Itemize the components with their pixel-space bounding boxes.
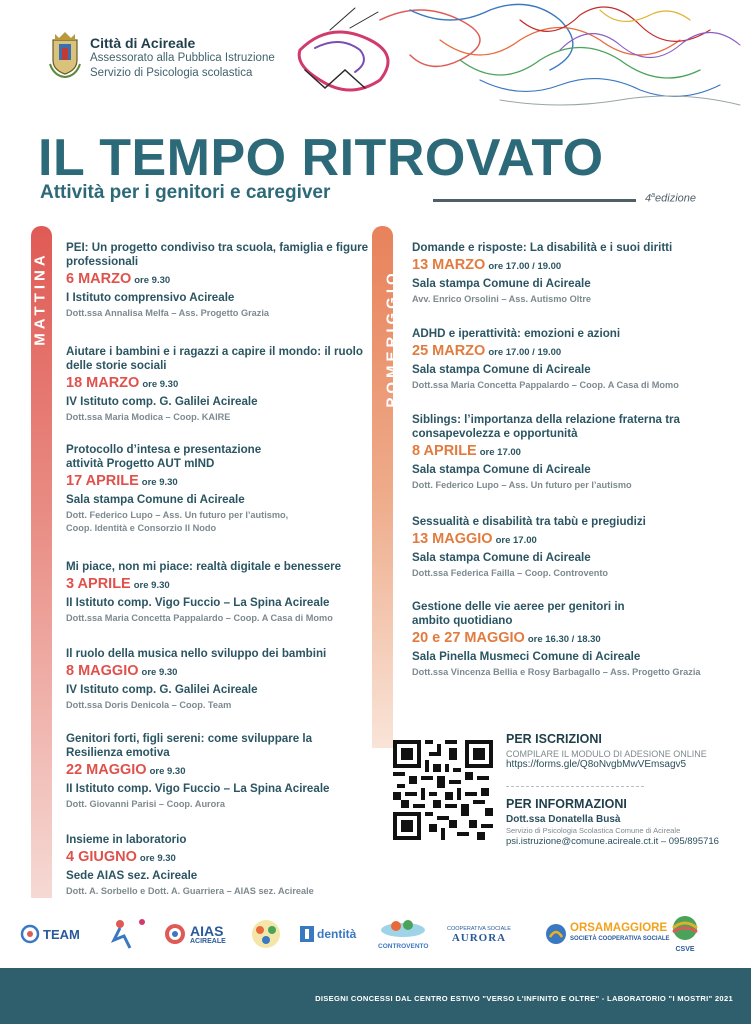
registration-heading: PER ISCRIZIONI [506,732,602,746]
event-time: ore 17.00 [495,535,537,546]
event-speakers: Dott.ssa Maria Concetta Pappalardo – Coop. A Casa di Momo [412,380,679,390]
event-title: Domande e risposte: La disabilità e i suoi diritti [412,241,673,254]
orsamaggiore-logo-text: ORSAMAGGIORE [570,922,668,934]
aias-logo [163,914,226,954]
event-speakers: Dott. Federico Lupo – Ass. Un futuro per l’autismo, Coop. Identità e Consorzio Il Nodo [66,510,289,533]
event-place: Sala stampa Comune di Acireale [66,493,245,506]
anniversary-logo-mark [248,918,284,950]
registration-qr-code[interactable] [393,740,493,840]
event-title: Insieme in laboratorio [66,833,187,846]
event-time: ore 17.00 [479,447,521,458]
event-title: ADHD e iperattività: emozioni e azioni [412,327,621,340]
aias-logo-text: AIAS [190,922,224,939]
edition-label [645,192,696,205]
event-place: Sala stampa Comune di Acireale [412,363,591,376]
identita-logo [300,914,356,954]
aias-logo-mark [163,922,187,946]
event-title: Gestione delle vie aeree per genitori in ambito quotidiano [412,600,625,627]
morning-event [66,732,386,811]
org-service: Servizio di Psicologia scolastica [90,67,253,79]
event-place: Sede AIAS sez. Acireale [66,869,198,882]
event-date: 18 MARZO [66,375,140,391]
event-speakers: Dott. Federico Lupo – Ass. Un futuro per l’autismo [412,480,632,490]
edition-number: 4 [645,192,652,205]
event-speakers: Avv. Enrico Orsolini – Ass. Autismo Oltre [412,294,592,304]
afternoon-event [412,241,732,306]
event-time: ore 9.30 [134,275,171,286]
event-date: 22 MAGGIO [66,762,147,778]
orsamaggiore-logo-subtext: SOCIETÀ COOPERATIVA SOCIALE [570,936,670,942]
controvento-logo-mark [378,918,428,938]
anniversary-logo [248,914,284,954]
csve-logo [668,914,702,954]
event-time: ore 16.30 / 18.30 [527,634,601,645]
edition-word: edizione [655,192,697,205]
event-place: Sala Pinella Musmeci Comune di Acireale [412,650,641,663]
event-title: PEI: Un progetto condiviso tra scuola, famiglia e figure professionali [66,241,369,268]
event-title: Il ruolo della musica nello sviluppo dei bambini [66,647,327,660]
aurora-logo-top: COOPERATIVA SOCIALE [447,925,511,932]
morning-event [66,647,386,712]
org-department: Assessorato alla Pubblica Istruzione [90,52,275,64]
event-title: Sessualità e disabilità tra tabù e pregiudizi [412,515,646,528]
event-place: I Istituto comprensivo Acireale [66,291,235,304]
orsamaggiore-logo-mark [545,923,567,945]
event-title: Aiutare i bambini e i ragazzi a capire il mondo: il ruolo delle storie sociali [66,345,363,372]
event-title: Mi piace, non mi piace: realtà digitale e benessere [66,560,342,573]
footer-credit: DISEGNI CONCESSI DAL CENTRO ESTIVO "VERSO L'INFINITO E OLTRE" - LABORATORIO "I MOSTRI" 2021 [315,994,733,1003]
event-speakers: Dott.ssa Annalisa Melfa – Ass. Progetto Grazia [66,308,270,318]
event-speakers: Dott.ssa Doris Denicola – Coop. Team [66,700,232,710]
morning-event [66,560,386,625]
organization-block [90,36,275,81]
event-time: ore 9.30 [149,766,186,777]
registration-instruction: COMPILARE IL MODULO DI ADESIONE ONLINE [506,749,707,759]
event-date: 6 MARZO [66,271,132,287]
afternoon-section-label: POMERIGGIO [383,269,401,408]
information-service: Servizio di Psicologia Scolastica Comune di Acireale [506,826,681,835]
edition-superscript: a [651,192,656,199]
morning-event [66,833,386,898]
event-speakers: Dott.ssa Maria Concetta Pappalardo – Coop. A Casa di Momo [66,613,333,623]
divider [506,786,644,787]
event-date: 13 MAGGIO [412,531,493,547]
event-date: 20 e 27 MAGGIO [412,630,525,646]
event-date: 3 APRILE [66,576,131,592]
kaire-logo-mark [100,916,148,952]
information-heading: PER INFORMAZIONI [506,797,627,811]
event-place: Sala stampa Comune di Acireale [412,463,591,476]
information-contact[interactable]: psi.istruzione@comune.acireale.ct.it – 095/895716 [506,836,719,847]
afternoon-event [412,600,732,679]
event-place: IV Istituto comp. G. Galilei Acireale [66,683,258,696]
event-time: ore 17.00 / 19.00 [488,347,562,358]
event-date: 25 MARZO [412,343,486,359]
aias-logo-subtext: ACIREALE [190,937,226,945]
registration-link[interactable]: https://forms.gle/Q8oNvgbMwVEmsagv5 [506,759,687,770]
identita-logo-text: dentità [317,927,357,941]
event-date: 8 APRILE [412,443,477,459]
event-speakers: Dott.ssa Maria Modica – Coop. KAIRE [66,412,231,422]
event-place: II Istituto comp. Vigo Fuccio – La Spina Acireale [66,782,330,795]
event-speakers: Dott. A. Sorbello e Dott. A. Guarriera – AIAS sez. Acireale [66,886,314,896]
event-date: 17 APRILE [66,473,139,489]
subtitle: Attività per i genitori e caregiver [40,182,331,203]
city-crest-logo [48,30,82,78]
event-time: ore 9.30 [133,580,170,591]
team-logo [20,914,80,954]
controvento-logo [378,914,428,954]
aurora-logo [447,914,511,954]
event-title: Protocollo d’intesa e presentazione attività Progetto AUT mIND [66,443,262,470]
information-contact-name: Dott.ssa Donatella Busà [506,814,621,825]
team-logo-mark [20,924,40,944]
morning-event [66,241,386,320]
event-speakers: Dott.ssa Federica Failla – Coop. Controvento [412,568,609,578]
event-place: Sala stampa Comune di Acireale [412,277,591,290]
event-time: ore 9.30 [141,667,178,678]
morning-event [66,443,386,535]
event-place: II Istituto comp. Vigo Fuccio – La Spina Acireale [66,596,330,609]
morning-section-label: MATTINA [31,251,49,346]
event-speakers: Dott. Giovanni Parisi – Coop. Aurora [66,799,225,809]
afternoon-event [412,327,732,392]
event-place: Sala stampa Comune di Acireale [412,551,591,564]
event-date: 8 MAGGIO [66,663,139,679]
identita-logo-mark [300,926,314,942]
controvento-logo-text: CONTROVENTO [378,943,429,950]
subtitle-underline [433,199,636,202]
event-speakers: Dott.ssa Vincenza Bellia e Rosy Barbagallo – Ass. Progetto Grazia [412,667,701,677]
child-drawing-illustration [260,0,751,125]
event-date: 13 MARZO [412,257,486,273]
event-time: ore 9.30 [142,379,179,390]
event-date: 4 GIUGNO [66,849,137,865]
kaire-logo [100,914,148,954]
event-title: Genitori forti, figli sereni: come sviluppare la Resilienza emotiva [66,732,313,759]
main-title: IL TEMPO RITROVATO [38,129,604,187]
event-place: IV Istituto comp. G. Galilei Acireale [66,395,258,408]
aurora-logo-text: AURORA [451,931,507,944]
orsamaggiore-logo [545,914,670,954]
team-logo-text: TEAM [43,926,80,942]
event-time: ore 9.30 [141,477,178,488]
csve-logo-mark [668,915,702,941]
org-name: Città di Acireale [90,35,196,51]
morning-event [66,345,386,424]
event-title: Siblings: l’importanza della relazione fraterna tra consapevolezza e opportunità [412,413,681,440]
event-time: ore 17.00 / 19.00 [488,261,562,272]
afternoon-event [412,515,732,580]
event-time: ore 9.30 [139,853,176,864]
afternoon-event [412,413,732,492]
csve-logo-text: CSVE [675,946,695,953]
